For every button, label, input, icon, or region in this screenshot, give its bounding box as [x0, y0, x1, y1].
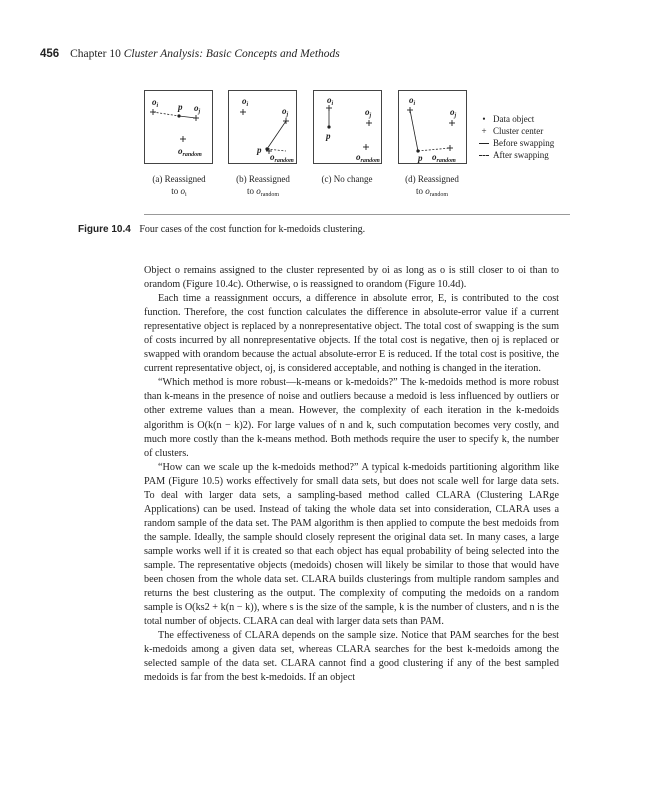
- label-sub-i: i: [413, 101, 416, 107]
- figure-label: Figure 10.4: [78, 224, 131, 235]
- figure-divider: [144, 214, 570, 215]
- panel-d-caption: [377, 173, 487, 201]
- panel-d-caption-sym: o: [425, 186, 430, 196]
- figure-caption: [78, 224, 578, 235]
- figure-legend: [478, 113, 598, 161]
- label-sub-random: random: [360, 158, 380, 164]
- label-o-j: o: [194, 103, 199, 113]
- figure-panel-a: [144, 90, 213, 164]
- chapter-number: Chapter 10: [70, 48, 121, 60]
- cluster-center-orandom-marker: [363, 144, 369, 150]
- legend-item-before-swapping: [478, 137, 598, 149]
- figure-caption-text: Four cases of the cost function for k-medoids clustering.: [139, 224, 366, 235]
- before-swap-link: [267, 121, 286, 149]
- after-swap-link: [418, 148, 450, 151]
- label-p: p: [326, 131, 331, 141]
- label-o-j: o: [282, 106, 287, 116]
- body-text: [144, 264, 559, 685]
- after-swap-link: [153, 112, 179, 116]
- label-p: p: [178, 102, 183, 112]
- panel-b-caption-line1: (b) Reassigned: [236, 174, 290, 184]
- panel-b-caption-prefix: to: [246, 186, 257, 196]
- label-sub-random: random: [274, 158, 294, 164]
- legend-label: Cluster center: [493, 126, 544, 136]
- label-o-random: o: [178, 146, 183, 156]
- legend-label: Before swapping: [493, 138, 555, 148]
- label-p: p: [418, 153, 423, 163]
- panel-a-caption-sym: o: [180, 186, 186, 196]
- label-sub-j: j: [198, 109, 201, 115]
- panel-a-caption-sub: i: [185, 192, 187, 198]
- solid-line-icon: [479, 143, 489, 144]
- dashed-line-icon: [479, 155, 489, 156]
- label-o-random: o: [270, 152, 275, 162]
- figure-panel-b: [228, 90, 297, 164]
- paragraph-3: “Which method is more robust—k-means or k-medoids?” The k-medoids method is more robust than k-means in the presence of noise and outliers because a medoid is less influenced by outliers or other extreme values than a mean. However, the complexity of each iteration in the k-medoids algorithm is O(k(n − k)2). For large values of n and k, such computation becomes very costly, and much more costly than the k-means method. Both methods require the user to specify k, the number of clusters.: [144, 377, 559, 459]
- label-o-random: o: [432, 152, 437, 162]
- paragraph-1: Object o remains assigned to the cluster represented by oi as long as o is still closer to oi than to orandom (Figure 10.4c). Otherwise, o is reassigned to orandom (Figure 10.4d).: [144, 265, 559, 291]
- cluster-center-orandom-marker: [180, 136, 186, 142]
- page-header: [40, 48, 620, 60]
- legend-item-after-swapping: [478, 149, 598, 161]
- paragraph-4: “How can we scale up the k-medoids method?” A typical k-medoids partitioning algorithm like PAM (Figure 10.5) works effectively for small data sets, but does not scale well for large data sets. To deal with larger data sets, a sampling-based method called CLARA (Clustering LARge Applications) can be used. Instead of taking the whole data set into consideration, CLARA uses a random sample of the data set. The PAM algorithm is then applied to compute the best medoids from the sample. Ideally, the sample should closely represent the original data set. In many cases, a large sample works well if it is created so that each object has equal probability of being selected into the sample. The representative objects (medoids) chosen will likely be similar to those that would have been chosen from the whole data set. CLARA builds clusterings from multiple random samples and returns the best clustering as the output. The complexity of computing the medoids on a random sample is O(ks2 + k(n − k)), where s is the size of the sample, k is the number of clusters, and n is the total number of objects. CLARA can deal with larger data sets than PAM.: [144, 461, 559, 628]
- label-sub-i: i: [331, 101, 334, 107]
- label-p: p: [257, 145, 262, 155]
- panel-d-caption-prefix: to: [415, 186, 426, 196]
- panel-b-caption-sub: random: [260, 192, 280, 198]
- label-sub-random: random: [182, 152, 202, 158]
- legend-label: Data object: [493, 114, 535, 124]
- chapter-title: Cluster Analysis: Basic Concepts and Methods: [123, 48, 340, 60]
- label-sub-i: i: [156, 103, 159, 109]
- data-object-p: [327, 125, 330, 128]
- label-o-j: o: [450, 107, 455, 117]
- legend-item-data-object: [478, 113, 598, 125]
- label-sub-random: random: [436, 158, 456, 164]
- before-swap-link: [410, 110, 418, 151]
- legend-label: After swapping: [493, 150, 549, 160]
- label-sub-i: i: [246, 102, 249, 108]
- figure-panel-d: [398, 90, 467, 164]
- label-sub-j: j: [454, 113, 457, 119]
- panel-d-caption-sub: random: [429, 192, 449, 198]
- panel-a-caption-prefix: to: [171, 186, 181, 196]
- panel-c-caption-line1: (c) No change: [321, 174, 373, 184]
- panel-a-caption-line1: (a) Reassigned: [152, 174, 206, 184]
- legend-item-cluster-center: [478, 125, 598, 137]
- label-o-i: o: [242, 96, 247, 106]
- label-o-i: o: [409, 95, 414, 105]
- label-o-i: o: [327, 95, 332, 105]
- figure-panel-c: [313, 90, 382, 164]
- paragraph-5: The effectiveness of CLARA depends on the sample size. Notice that PAM searches for the best k-medoids among a given data set, whereas CLARA searches for the best k-medoids among the selected sample of the data set. CLARA cannot find a good clustering if any of the best sampled medoids is far from the best k-medoids. If an object: [144, 630, 559, 684]
- label-o-j: o: [365, 107, 370, 117]
- plus-icon: +: [481, 126, 487, 136]
- label-sub-j: j: [286, 112, 289, 118]
- dot-icon: •: [482, 114, 486, 124]
- paragraph-2: Each time a reassignment occurs, a difference in absolute error, E, is contributed to the cost function. Therefore, the cost function calculates the difference in absolute-error value if a current representative object is replaced by a nonrepresentative object. The total cost of swapping is the sum of costs incurred by all nonrepresentative objects. If the total cost is negative, then oj is replaced or swapped with orandom because the actual absolute-error E is reduced. If the total cost is positive, the current representative object, oj, is considered acceptable, and nothing is changed in the iteration.: [144, 293, 559, 375]
- data-object-p: [177, 114, 180, 117]
- panel-d-caption-line1: (d) Reassigned: [405, 174, 459, 184]
- panel-b-caption-sym: o: [256, 186, 261, 196]
- page-number: 456: [40, 48, 60, 60]
- label-o-random: o: [356, 152, 361, 162]
- label-o-i: o: [152, 97, 157, 107]
- label-sub-j: j: [369, 113, 372, 119]
- data-object-p: [265, 147, 268, 150]
